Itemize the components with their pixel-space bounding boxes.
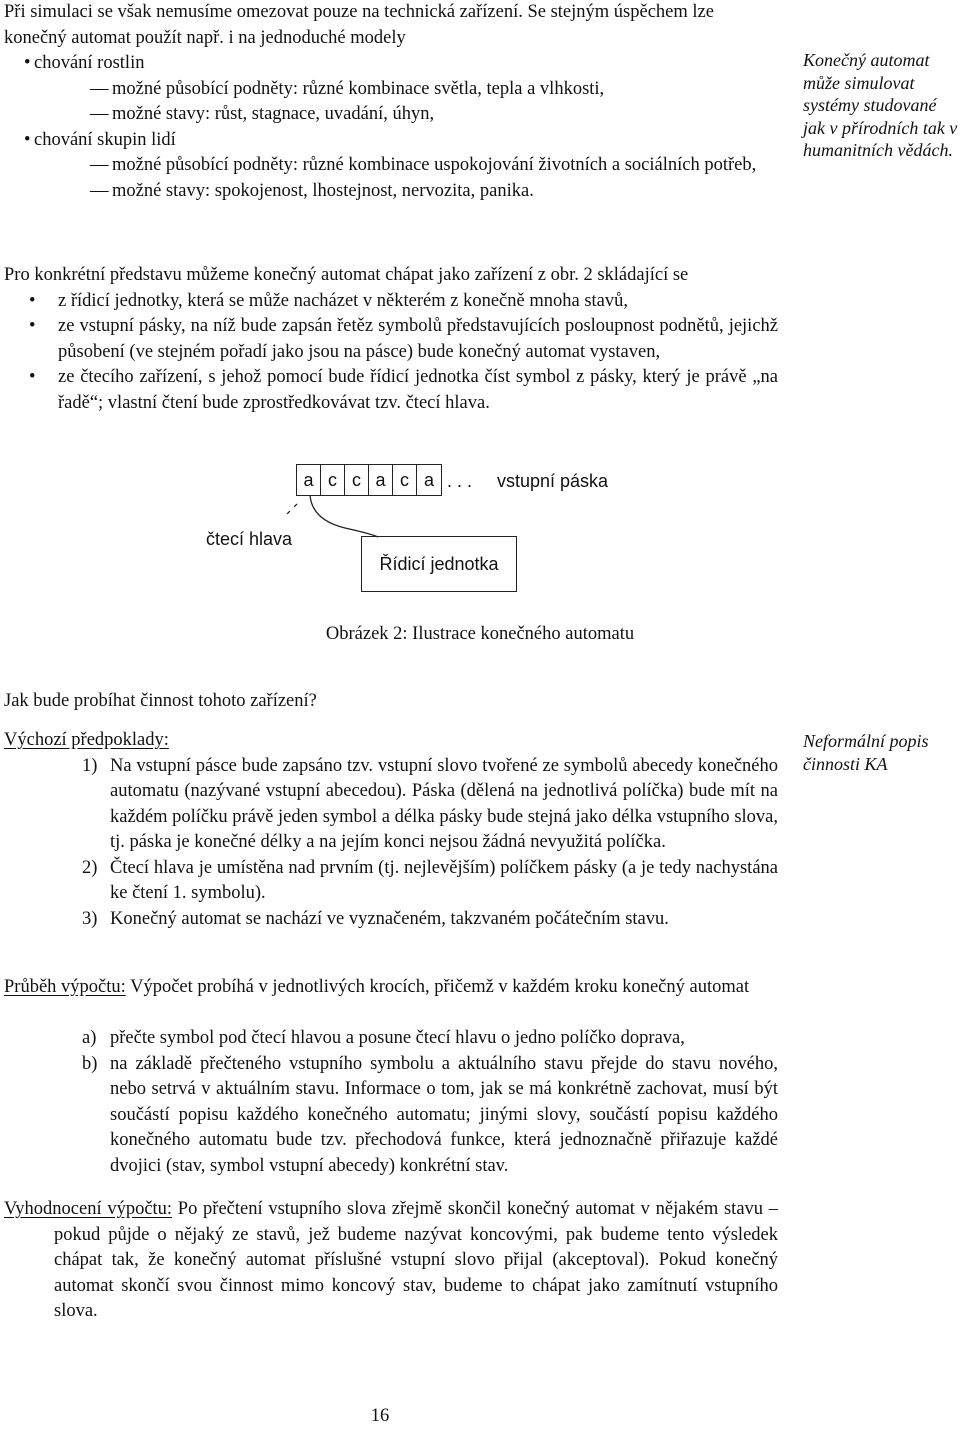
tape-cell: a bbox=[423, 470, 434, 490]
model-subitem: — možné působící podněty: různé kombinace světla, tepla a vlhkosti, bbox=[4, 77, 778, 103]
model-sublist bbox=[4, 153, 778, 204]
device-part-item: • ze vstupní pásky, na níž bude zapsán řetěz symbolů představujících posloupnost podnětů, jejichž působení (ve stejném pořadí jako jsou na pásce) bude konečný automat vystaven, bbox=[4, 314, 778, 365]
page-number: 16 bbox=[370, 1406, 390, 1426]
margin-note-informal: Neformální popis činnosti KA bbox=[803, 731, 929, 774]
assumption-item bbox=[4, 856, 778, 907]
computation-steps bbox=[4, 1026, 778, 1179]
evaluation-text: Po přečtení vstupního slova zřejmě skončil konečný automat v nějakém stavu – pokud půjde o nějaký ze stavů, jež budeme nazývat koncovými, pak budeme tento výsledek chápat tak, že konečný automat příslušné vstupní slovo přijal (akceptoval). Pokud konečný automat skončí svou činnost mimo koncový stav, budeme to chápat jako zamítnutí vstupního slova. bbox=[54, 1199, 778, 1321]
computation-paragraph bbox=[4, 975, 778, 1001]
model-list bbox=[4, 51, 778, 204]
assumption-marker: 3) bbox=[82, 908, 98, 929]
head-pointer-line bbox=[283, 504, 297, 518]
assumption-text: Čtecí hlava je umístěna nad prvním (tj. nejlevějším) políčkem pásky (a je tedy nachystána ke čtení 1. symbolu). bbox=[110, 857, 778, 903]
computation-section bbox=[4, 1026, 778, 1179]
step-text: přečte symbol pod čtecí hlavou a posune čtecí hlavu o jedno políčko doprava, bbox=[110, 1028, 685, 1048]
head-label: čtecí hlava bbox=[206, 529, 293, 549]
computation-step bbox=[4, 1052, 778, 1180]
assumption-text: Na vstupní pásce bude zapsáno tzv. vstupní slovo tvořené ze symbolů abecedy konečného automatu (nazývané vstupní abecedou). Páska (dělená na jednotlivá políčka) bude mít na každém políčku právě jeden symbol a délka pásky bude stejná jako délka vstupního slova, tj. páska je konečné délky a na jejím konci nejsou žádná nevyužitá políčka. bbox=[110, 755, 778, 852]
tape-cell: c bbox=[345, 465, 369, 495]
computation-text: Výpočet probíhá v jednotlivých krocích, přičemž v každém kroku konečný automat bbox=[130, 977, 750, 997]
assumption-item bbox=[4, 907, 778, 933]
model-subitem: — možné stavy: spokojenost, lhostejnost, nervozita, panika. bbox=[4, 179, 778, 205]
model-sublist bbox=[4, 77, 778, 128]
question: Jak bude probíhat činnost tohoto zařízení? bbox=[4, 691, 317, 711]
assumptions-title: Výchozí předpoklady: bbox=[4, 730, 169, 750]
margin-note-simulation: Konečný automat může simulovat systémy studované jak v přírodních tak v humanitních vědách. bbox=[803, 50, 958, 160]
assumption-marker: 2) bbox=[82, 857, 98, 878]
tape-cell: c bbox=[393, 465, 417, 495]
tape-cell: c bbox=[321, 465, 345, 495]
model-label: chování skupin lidí bbox=[34, 129, 176, 150]
computation-title: Průběh výpočtu: bbox=[4, 977, 126, 997]
tape-cell: a bbox=[369, 465, 393, 495]
intro-paragraph: Při simulaci se však nemusíme omezovat pouze na technická zařízení. Se stejným úspěchem lze konečný automat použít např. i na jednoduché modely bbox=[4, 2, 714, 48]
intro-section bbox=[4, 0, 778, 204]
evaluation-title: Vyhodnocení výpočtu: bbox=[4, 1199, 173, 1219]
model-item bbox=[4, 51, 778, 128]
figure-automaton bbox=[0, 448, 960, 668]
tape-continuation: . . . bbox=[447, 471, 473, 491]
model-subitem: — možné stavy: růst, stagnace, uvadání, úhyn, bbox=[4, 102, 778, 128]
device-part-item: • ze čtecího zařízení, s jehož pomocí bude řídicí jednotka číst symbol z pásky, který je právě „na řadě“; vlastní čtení bude zprostředkovávat tzv. čtecí hlava. bbox=[4, 365, 778, 416]
step-text: na základě přečteného vstupního symbolu a aktuálního stavu přejde do stavu nového, nebo setrvá v aktuálním stavu. Informace o tom, jak se má konkrétně zachovat, musí být součástí popisu každého konečného automatu; jinými slovy, součástí popisu každého konečného automatu bude tzv. přechodová funkce, která jednoznačně přiřazuje každé dvojici (stav, symbol vstupní abecedy) konkrétní stav. bbox=[110, 1053, 778, 1176]
control-unit-box: Řídicí jednotka bbox=[361, 536, 517, 592]
figure-caption: Obrázek 2: Ilustrace konečného automatu bbox=[325, 624, 635, 644]
computation-step bbox=[4, 1026, 778, 1052]
device-part-item: • z řídicí jednotky, která se může nacházet v některém z konečně mnoha stavů, bbox=[4, 289, 778, 315]
model-item bbox=[4, 128, 778, 205]
model-subitem: — možné působící podněty: různé kombinace uspokojování životních a sociálních potřeb, bbox=[4, 153, 778, 179]
tape-label: vstupní páska bbox=[497, 471, 609, 491]
device-parts-list bbox=[4, 289, 778, 417]
evaluation-paragraph bbox=[4, 1197, 778, 1325]
head-to-unit-connector bbox=[310, 495, 378, 537]
assumption-marker: 1) bbox=[82, 755, 98, 776]
device-paragraph: Pro konkrétní představu můžeme konečný automat chápat jako zařízení z obr. 2 skládající se bbox=[4, 265, 689, 285]
assumptions-section bbox=[4, 728, 778, 932]
model-label: chování rostlin bbox=[34, 53, 145, 73]
device-section bbox=[4, 263, 778, 416]
assumption-text: Konečný automat se nachází ve vyznačeném, takzvaném počátečním stavu. bbox=[110, 908, 669, 929]
assumptions-list bbox=[4, 754, 778, 933]
tape-cell: a bbox=[297, 465, 321, 495]
assumption-item bbox=[4, 754, 778, 856]
step-marker: a) bbox=[82, 1028, 97, 1048]
step-marker: b) bbox=[82, 1053, 98, 1074]
